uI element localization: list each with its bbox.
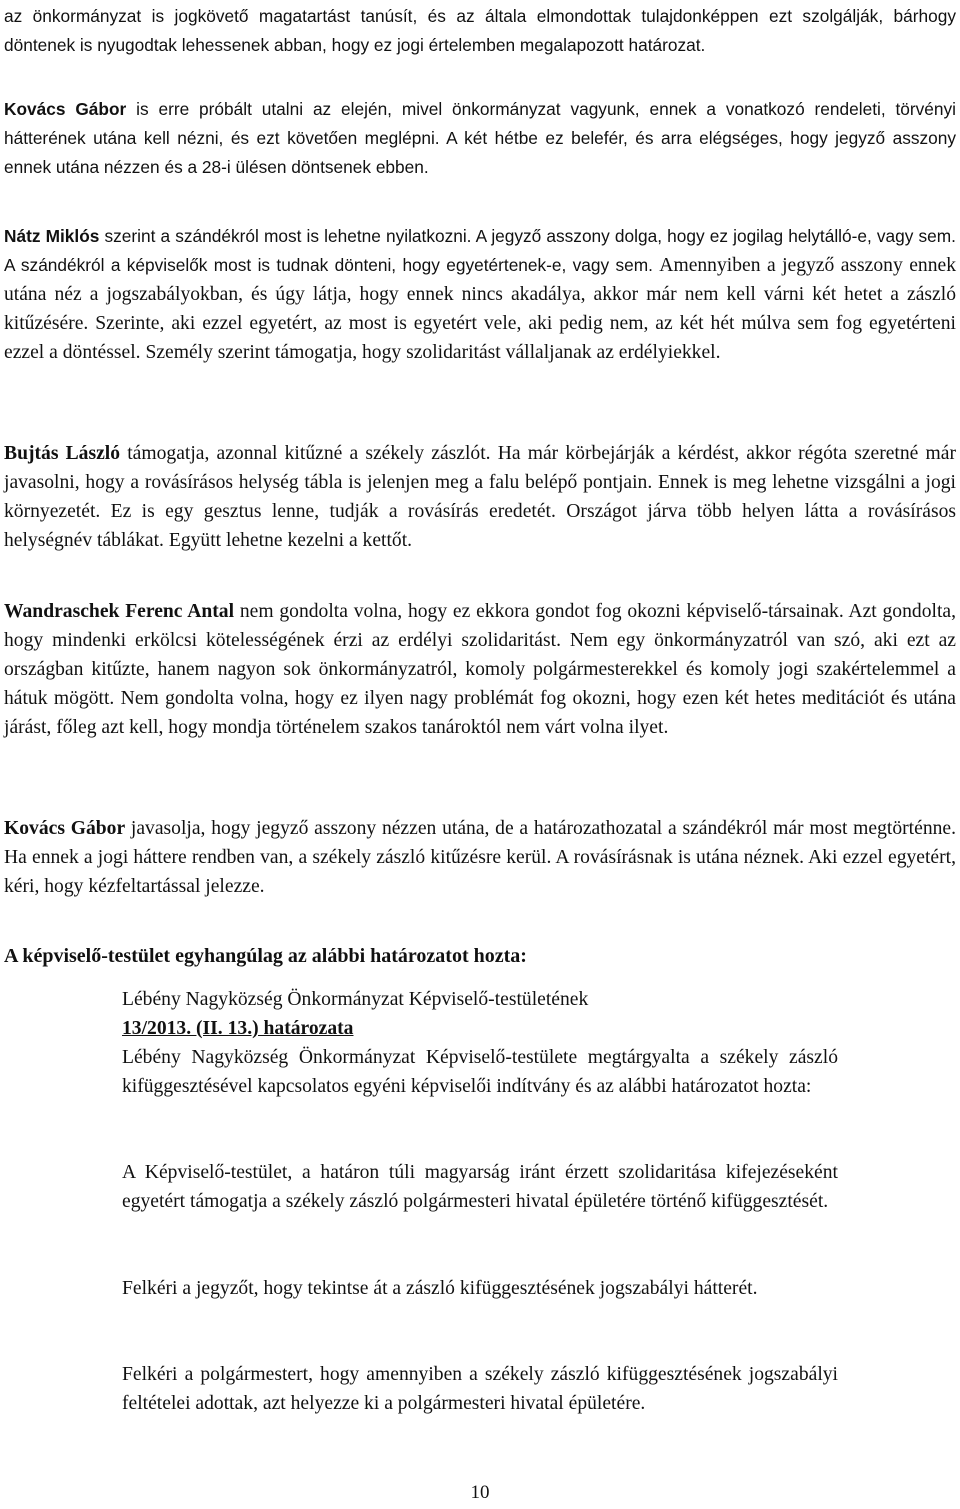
resolution-body-name: Lébény Nagyközség Önkormányzat Képviselő-testületének xyxy=(122,989,589,1010)
paragraph-text-continued: Amennyiben a jegyző asszony ennek utána néz a jogszabályokban, és úgy látja, hogy ennek nincs akadálya, akkor már nem kell várni két hetet a zászló kitűzésére. Szerinte, aki ezzel egyetért, az most is egyetért vele, aki pedig nem, az két hét múlva sem fog egyetérteni ezzel a döntéssel. Személy szerint támogatja, hogy szolidaritást vállaljanak az erdélyiekkel. xyxy=(4,255,956,363)
paragraph-text: az önkormányzat is jogkövető magatartást tanúsít, és az általa elmondottak tulajdonképpen ezt szolgálják, bárhogy döntenek is nyugodtak lehessenek abban, hogy ez jogi értelemben megalapozott határozat. xyxy=(4,6,956,55)
speaker-name: Kovács Gábor xyxy=(4,818,126,839)
resolution-point-3: Felkéri a polgármestert, hogy amennyiben a székely zászló kifüggesztésének jogszabályi feltételei adottak, azt helyezze ki a polgármesteri hivatal épületére. xyxy=(122,1364,838,1414)
speaker-name: Bujtás László xyxy=(4,443,121,464)
paragraph-text: támogatja, azonnal kitűzné a székely zászlót. Ha már körbejárják a kérdést, akkor régóta szeretné már javasolni, hogy a rovásírásos helység tábla is jelenjen meg a falu belépő pontjain. Ennek is meg lehetne vizsgálni a jogi környezetét. Ez is egy gesztus lenne, tudják a rovásírás eredetét. Országot járva több helyen látta a rovásírásos helységnév táblákat. Együtt lehetne kezelni a kettőt. xyxy=(4,443,956,551)
resolution-number-text: 13/2013. (II. 13.) határozata xyxy=(122,1018,354,1039)
page-number: 10 xyxy=(470,1482,490,1503)
resolution-point-1: A Képviselő-testület, a határon túli magyarság iránt érzett szolidaritása kifejezéseként egyetért támogatja a székely zászló polgármesteri hivatal épületére történő kifüggesztését. xyxy=(122,1162,838,1212)
paragraph-intro xyxy=(4,2,956,60)
paragraph-natz xyxy=(4,222,956,367)
decision-heading: A képviselő-testület egyhangúlag az alábbi határozatot hozta: xyxy=(4,945,527,967)
paragraph-kovacs-1 xyxy=(4,95,956,182)
paragraph-text: szerint a szándékról most is lehetne nyilatkozni. A jegyző asszony dolga, hogy ez jogilag helytálló-e, vagy sem. A szándékról a képviselők most is tudnak dönteni, hogy egyetértenek-e, vagy sem. xyxy=(4,226,956,275)
resolution-intro: Lébény Nagyközség Önkormányzat Képviselő-testülete megtárgyalta a székely zászló kifüggesztésével kapcsolatos egyéni képviselői indítvány és az alábbi határozatot hozta: xyxy=(122,1047,838,1097)
speaker-name: Nátz Miklós xyxy=(4,226,100,246)
speaker-name: Wandraschek Ferenc Antal xyxy=(4,601,235,622)
speaker-name: Kovács Gábor xyxy=(4,99,127,119)
paragraph-bujtas xyxy=(4,439,956,555)
paragraph-kovacs-2 xyxy=(4,814,956,901)
resolution-number xyxy=(122,1014,838,1043)
paragraph-text: is erre próbált utalni az elején, mivel önkormányzat vagyunk, ennek a vonatkozó rendeleti, törvényi hátterének utána kell nézni, és ezt követően meglépni. A két hétbe ez belefér, és arra elégséges, hogy jegyző asszony ennek utána nézzen és a 28-i ülésen döntsenek ebben. xyxy=(4,99,957,177)
paragraph-wandraschek xyxy=(4,597,956,742)
paragraph-text: javasolja, hogy jegyző asszony nézzen utána, de a határozathozatal a szándékról már most megtörténne. Ha ennek a jogi háttere rendben van, a székely zászló kitűzésre kerül. A rovásírásnak is utána néznek. Aki ezzel egyetért, kéri, hogy kézfeltartással jelezze. xyxy=(4,818,957,897)
resolution-point-2: Felkéri a jegyzőt, hogy tekintse át a zászló kifüggesztésének jogszabályi hátterét. xyxy=(122,1278,758,1299)
paragraph-text: nem gondolta volna, hogy ez ekkora gondot fog okozni képviselő-társainak. Azt gondolta, hogy mindenki erkölcsi kötelességének érzi az erdélyi szolidaritást. Nem egy önkormányzatról van szó, aki ezt az országban kitűzte, hanem nagyon sok önkormányzatról, komoly polgármesterekkel és komoly jogi szakértelemmel a hátuk mögött. Nem gondolta volna, hogy ez ilyen nagy problémát fog okozni, hogy ezen két hetes meditációt és utána járást, főleg azt kell, hogy mondja történelem szakos tanároktól nem várt volna ilyet. xyxy=(4,601,956,738)
